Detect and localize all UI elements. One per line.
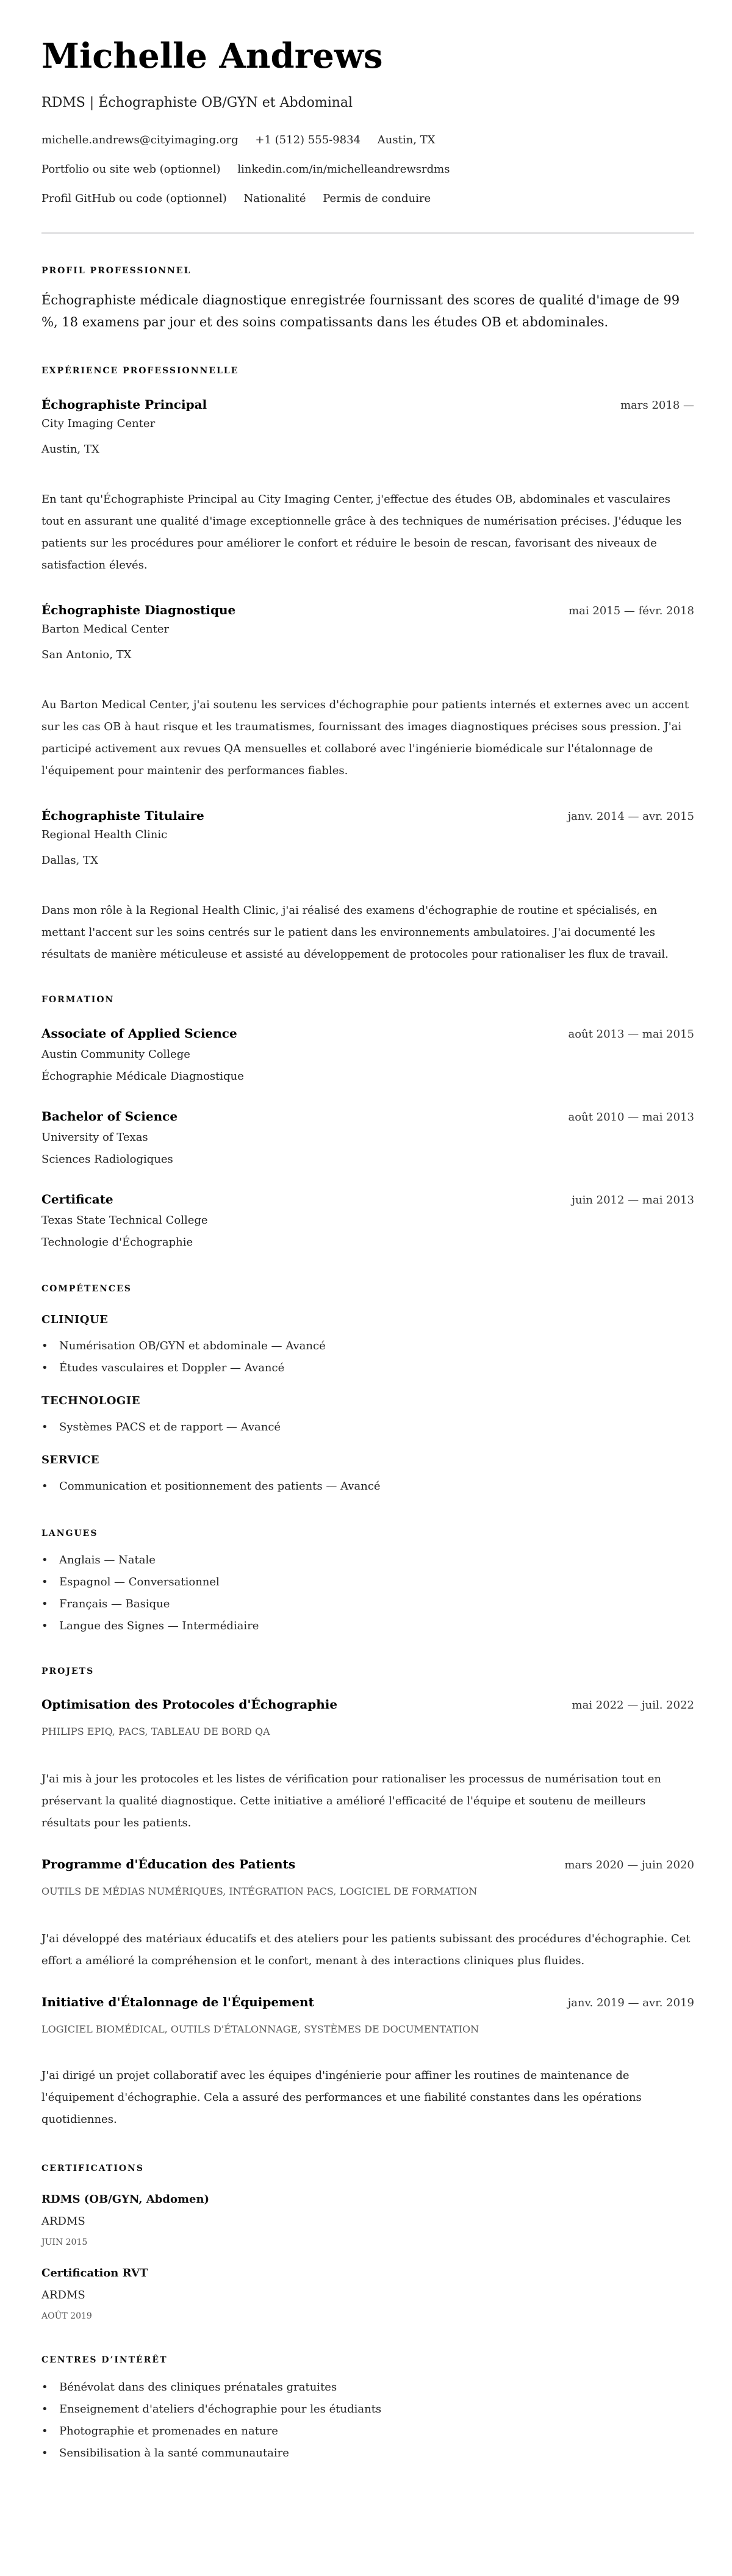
job-entry [41,395,694,576]
nationality-text: Nationalité [243,192,306,205]
skill-list [41,1476,694,1498]
candidate-subtitle: RDMS | Échographiste OB/GYN et Abdominal [41,95,353,110]
candidate-name: Michelle Andrews [41,36,383,76]
job-date: mars 2018 — [620,399,694,412]
skill-list [41,1335,694,1379]
job-location: Dallas, TX [41,854,98,867]
language-item: • Espagnol — Conversationnel [41,1571,694,1593]
school-name: University of Texas [41,1131,148,1144]
interest-item: • Photographie et promenades en nature [41,2420,694,2442]
field-of-study: Échographie Médicale Diagnostique [41,1070,244,1083]
section-heading: CERTIFICATIONS [41,2164,144,2173]
linkedin-link[interactable]: linkedin.com/in/michelleandrewsrdms [237,163,450,176]
certification-date: AOÛT 2019 [41,2311,92,2321]
education-entry [41,1107,694,1169]
certification-name: RDMS (OB/GYN, Abdomen) [41,2193,210,2206]
job-date: mai 2015 — févr. 2018 [569,605,694,617]
driving-license-text: Permis de conduire [323,192,431,205]
project-title: Initiative d'Étalonnage de l'Équipement [41,1995,314,2009]
project-entry [41,1855,694,1972]
education-entry [41,1024,694,1086]
interest-item: • Bénévolat dans des cliniques prénatales gratuites [41,2377,694,2398]
skill-item: • Études vasculaires et Doppler — Avancé [41,1357,694,1379]
school-name: Austin Community College [41,1048,190,1061]
education-entry [41,1190,694,1252]
job-company: Barton Medical Center [41,623,170,636]
skills-section [41,1283,694,1498]
certification-issuer: ARDMS [41,2215,85,2228]
section-heading: LANGUES [41,1529,98,1538]
certification-entry [41,2191,694,2250]
job-company: City Imaging Center [41,417,156,430]
section-heading: CENTRES D’INTÉRÊT [41,2355,168,2365]
profile-summary: Échographiste médicale diagnostique enregistrée fournissant des scores de qualité d'image de 99 %, 18 examens par jour et des soins compatissants dans les études OB et abdominales. [41,293,680,329]
project-entry [41,1695,694,1834]
job-entry [41,601,694,782]
project-description: J'ai développé des matériaux éducatifs et des ateliers pour les patients subissant des procédures d'échographie. Cet effort a amélioré la compréhension et le confort, menant à des interactions cliniques plus fluides. [41,1932,691,1967]
certification-date: JUIN 2015 [41,2237,88,2247]
section-heading: PROFIL PROFESSIONNEL [41,266,192,276]
job-date: janv. 2014 — avr. 2015 [567,810,694,823]
portfolio-link[interactable]: Portfolio ou site web (optionnel) [41,163,221,176]
github-link[interactable]: Profil GitHub ou code (optionnel) [41,192,227,205]
skill-list [41,1416,694,1438]
projects-section [41,1665,694,2131]
skill-item: • Systèmes PACS et de rapport — Avancé [41,1416,694,1438]
job-description: En tant qu'Échographiste Principal au City Imaging Center, j'effectue des études OB, abdominales et vasculaires tout en assurant une qualité d'image exceptionnelle grâce à des techniques de numérisation précises. J'éduque les patients sur les procédures pour améliorer le confort et réduire le besoin de rescan, favorisant des niveaux de satisfaction élevés. [41,493,682,572]
contact-row [41,131,694,149]
school-name: Texas State Technical College [41,1214,208,1227]
section-heading: COMPÉTENCES [41,1284,132,1294]
education-date: août 2013 — mai 2015 [568,1028,694,1041]
project-date: mai 2022 — juil. 2022 [572,1699,694,1712]
profile-section [41,265,694,333]
experience-section [41,365,694,966]
job-description: Au Barton Medical Center, j'ai soutenu les services d'échographie pour patients internés et externes avec un accent sur les cas OB à haut risque et les traumatismes, fournissant des images diagnostiques précises sous pression. J'ai participé activement aux revues QA mensuelles et collaboré avec l'ingénierie biomédicale sur l'étalonnage de l'équipement pour maintenir des performances fiables. [41,698,689,777]
education-date: août 2010 — mai 2013 [568,1111,694,1124]
certification-issuer: ARDMS [41,2289,85,2302]
job-location: Austin, TX [41,443,99,456]
project-description: J'ai dirigé un projet collaboratif avec les équipes d'ingénierie pour affiner les routines de maintenance de l'équipement d'échographie. Cela a assuré des performances et une fiabilité constantes dans les opérations quotidiennes. [41,2069,642,2126]
location-text: Austin, TX [377,134,436,146]
job-company: Regional Health Clinic [41,828,168,841]
interests-section [41,2354,694,2464]
job-title: Échographiste Titulaire [41,808,204,823]
email-link[interactable]: michelle.andrews@cityimaging.org [41,134,239,146]
section-heading: FORMATION [41,995,115,1005]
language-item: • Langue des Signes — Intermédiaire [41,1615,694,1637]
project-description: J'ai mis à jour les protocoles et les listes de vérification pour rationaliser les processus de numérisation tout en préservant la qualité diagnostique. Cette initiative a amélioré l'efficacité de l'équipe et soutenu de meilleurs résultats pour les patients. [41,1773,661,1829]
section-heading: EXPÉRIENCE PROFESSIONNELLE [41,366,239,376]
project-title: Optimisation des Protocoles d'Échographie [41,1697,338,1712]
contact-row [41,190,694,208]
languages-section [41,1527,694,1637]
job-description: Dans mon rôle à la Regional Health Clinic, j'ai réalisé des examens d'échographie de routine et spécialisés, en mettant l'accent sur les soins centrés sur le patient dans les environnements ambulatoires. J'ai documenté les résultats de manière méticuleuse et assisté au développement de protocoles pour rationaliser les flux de travail. [41,904,669,961]
field-of-study: Sciences Radiologiques [41,1153,173,1166]
skill-item: • Communication et positionnement des patients — Avancé [41,1476,694,1498]
interest-item: • Sensibilisation à la santé communautaire [41,2442,694,2464]
job-location: San Antonio, TX [41,648,132,661]
certification-name: Certification RVT [41,2267,148,2280]
job-title: Échographiste Diagnostique [41,603,236,617]
project-entry [41,1993,694,2131]
language-item: • Français — Basique [41,1593,694,1615]
job-title: Échographiste Principal [41,397,207,412]
contact-row [41,160,694,179]
header-divider [41,232,694,234]
project-tech: LOGICIEL BIOMÉDICAL, OUTILS D'ÉTALONNAGE, SYSTÈMES DE DOCUMENTATION [41,2023,479,2035]
degree-title: Associate of Applied Science [41,1026,237,1041]
resume-header [41,37,694,208]
project-title: Programme d'Éducation des Patients [41,1857,296,1871]
section-heading: PROJETS [41,1667,95,1676]
skill-group-title: SERVICE [41,1454,99,1466]
interest-list [41,2377,694,2464]
degree-title: Certificate [41,1192,113,1207]
language-item: • Anglais — Natale [41,1549,694,1571]
project-tech: OUTILS DE MÉDIAS NUMÉRIQUES, INTÉGRATION PACS, LOGICIEL DE FORMATION [41,1885,478,1897]
skill-group-title: CLINIQUE [41,1313,109,1326]
interest-item: • Enseignement d'ateliers d'échographie pour les étudiants [41,2398,694,2420]
project-date: janv. 2019 — avr. 2019 [567,1997,694,2009]
project-tech: PHILIPS EPIQ, PACS, TABLEAU DE BORD QA [41,1726,270,1737]
project-date: mars 2020 — juin 2020 [564,1859,694,1871]
job-entry [41,806,694,966]
certification-entry [41,2265,694,2323]
certifications-section [41,2162,694,2323]
education-date: juin 2012 — mai 2013 [572,1194,694,1207]
language-list [41,1549,694,1637]
degree-title: Bachelor of Science [41,1109,178,1124]
education-section [41,994,694,1252]
skill-group-title: TECHNOLOGIE [41,1394,140,1407]
phone-link[interactable]: +1 (512) 555-9834 [255,134,361,146]
skill-item: • Numérisation OB/GYN et abdominale — Avancé [41,1335,694,1357]
field-of-study: Technologie d'Échographie [41,1236,193,1249]
